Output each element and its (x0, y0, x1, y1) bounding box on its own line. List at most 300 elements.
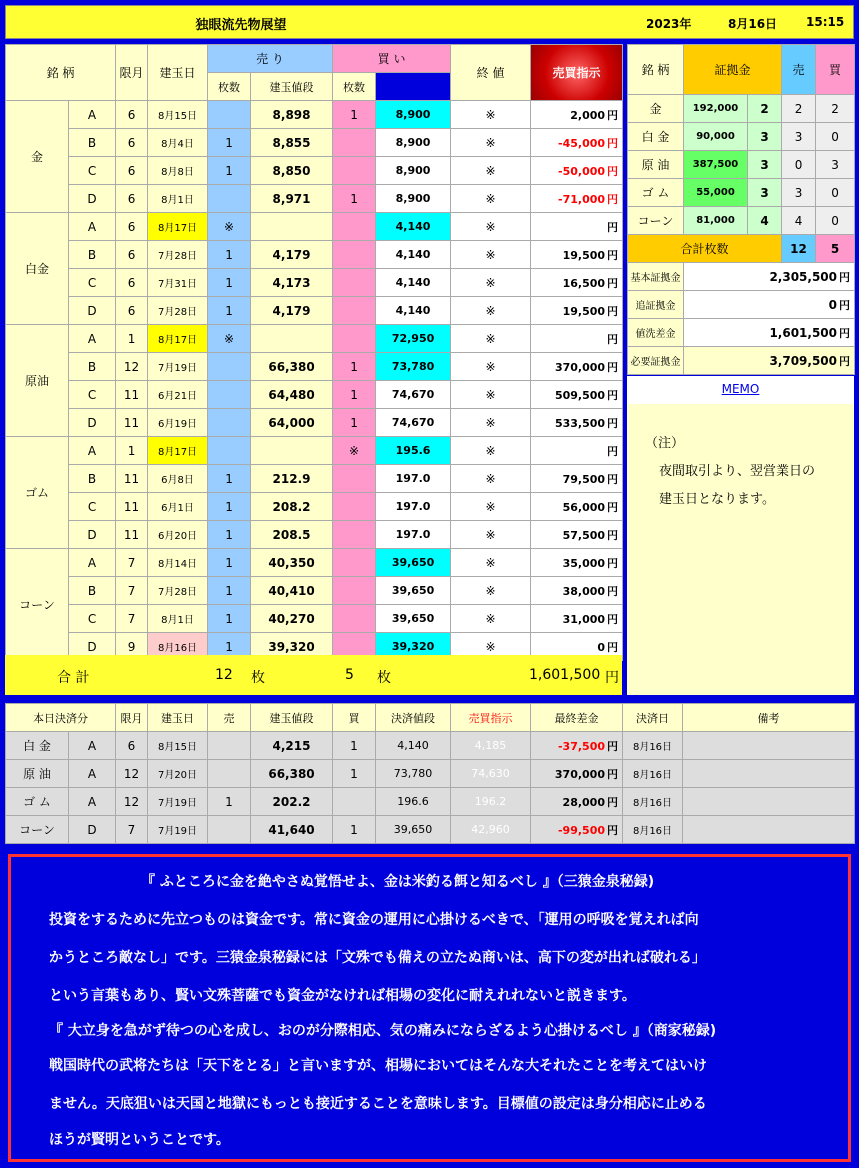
buy-qty: 1 (333, 409, 376, 437)
position-row (6, 185, 623, 213)
open-date: 7月28日 (148, 297, 208, 325)
pnl-cell (531, 605, 623, 633)
contract-month: 11 (116, 409, 148, 437)
position-label: B (69, 577, 116, 605)
settle-open-price: 202.2 (251, 788, 333, 816)
yen-unit: 円 (607, 108, 619, 122)
margin-amount: 387,500 (684, 151, 748, 179)
open-price: 8,850 (251, 157, 333, 185)
settle-open-date: 7月19日 (148, 816, 208, 844)
pnl-value: 38,000 (562, 584, 606, 598)
margin-summary-row (628, 319, 855, 347)
total-label: 合 計 (57, 670, 90, 686)
commentary-line: 戦国時代の武将たちは「天下をとる」と言いますが、相場においてはそんな大それたことを考えてはいけ (49, 1058, 707, 1074)
settle-commodity: 原 油 (6, 760, 69, 788)
settle-open-date: 7月20日 (148, 760, 208, 788)
open-date: 7月31日 (148, 269, 208, 297)
margin-sell: 4 (782, 207, 816, 235)
open-price: 64,480 (251, 381, 333, 409)
yen-unit: 円 (607, 388, 619, 402)
trade-signal: ※ (451, 241, 531, 269)
position-label: C (69, 493, 116, 521)
trade-signal: ※ (451, 493, 531, 521)
commentary-line: という言葉もあり、賢い文殊菩薩でも資金がなければ相場の変化に耐えれれないと説きます。 (49, 988, 636, 1004)
yen-unit: 円 (839, 354, 851, 368)
settle-commodity: 白 金 (6, 732, 69, 760)
yen-unit: 円 (607, 304, 619, 318)
settle-date: 8月16日 (623, 788, 683, 816)
pnl-value: 0 (597, 640, 606, 654)
close-price: 73,780 (376, 353, 451, 381)
close-price: 39,650 (376, 549, 451, 577)
margin-row (628, 179, 855, 207)
open-price: 40,350 (251, 549, 333, 577)
trade-signal: ※ (451, 633, 531, 661)
open-date: 6月21日 (148, 381, 208, 409)
position-label: C (69, 605, 116, 633)
yen-unit: 円 (839, 270, 851, 284)
yen-unit: 円 (607, 528, 619, 542)
settle-label: A (69, 788, 116, 816)
margin-count: 3 (748, 151, 782, 179)
margin-commodity: コーン (628, 207, 684, 235)
settle-buy: 1 (333, 760, 376, 788)
col-header-baibai: 売買指示 (531, 45, 623, 101)
yen-unit: 円 (607, 795, 618, 809)
open-date: 8月15日 (148, 101, 208, 129)
position-label: A (69, 437, 116, 465)
commentary-quote-2: 『 大立身を急がず待つの心を成し、おのが分際相応、気の痛みにならざるよう心掛けるべし 』（商家秘録) (49, 1023, 717, 1039)
buy-qty: 1 (333, 353, 376, 381)
position-row (6, 409, 623, 437)
sell-qty (208, 381, 251, 409)
commentary-line: かうところ敵なし」です。三猿金泉秘録には「文殊でも備えの立たぬ商いは、高下の変が出れば破れる」 (49, 950, 706, 966)
contract-month: 6 (116, 157, 148, 185)
yen-unit: 円 (839, 298, 851, 312)
margin-sell: 3 (782, 179, 816, 207)
settle-signal: 196.2 (451, 788, 531, 816)
trade-signal: ※ (451, 297, 531, 325)
memo-line: 夜間取引より、翌営業日の (659, 464, 816, 479)
close-price: 8,900 (376, 101, 451, 129)
margin-summary-value (684, 291, 855, 319)
open-price: 8,898 (251, 101, 333, 129)
settle-date: 8月16日 (623, 760, 683, 788)
col-header-kai: 買 い (333, 45, 451, 73)
position-row (6, 493, 623, 521)
settle-note (683, 816, 855, 844)
yen-unit: 円 (607, 220, 619, 234)
position-label: D (69, 297, 116, 325)
margin-summary-value (684, 319, 855, 347)
position-row (6, 549, 623, 577)
margin-header-kai: 買 (816, 45, 855, 95)
open-price: 4,173 (251, 269, 333, 297)
buy-qty (333, 325, 376, 353)
sell-qty: ※ (208, 325, 251, 353)
col-header-tategyokubi: 建玉日 (148, 45, 208, 101)
margin-row (628, 123, 855, 151)
position-row (6, 437, 623, 465)
yen-unit: 円 (607, 739, 618, 753)
position-row (6, 353, 623, 381)
settle-note (683, 788, 855, 816)
close-price: 4,140 (376, 241, 451, 269)
buy-qty (333, 605, 376, 633)
total-buy-unit: 枚 (377, 670, 391, 686)
yen-unit: 円 (607, 444, 619, 458)
pnl-value: 533,500 (554, 416, 606, 430)
summary-value: 2,305,500 (769, 269, 838, 284)
pnl-value: 31,000 (562, 612, 606, 626)
margin-sell: 2 (782, 95, 816, 123)
pnl-cell (531, 577, 623, 605)
yen-unit: 円 (607, 332, 619, 346)
position-label: D (69, 633, 116, 661)
position-label: D (69, 185, 116, 213)
sell-qty: 1 (208, 633, 251, 661)
summary-value: 3,709,500 (769, 353, 838, 368)
open-date: 6月1日 (148, 493, 208, 521)
col-header-maisu-uri: 枚数 (208, 73, 251, 101)
open-date: 8月8日 (148, 157, 208, 185)
trade-signal: ※ (451, 157, 531, 185)
margin-buy: 0 (816, 207, 855, 235)
pnl-cell (531, 129, 623, 157)
yen-unit: 円 (839, 326, 851, 340)
sell-qty: 1 (208, 493, 251, 521)
position-row (6, 297, 623, 325)
yen-unit: 円 (607, 556, 619, 570)
position-row (6, 241, 623, 269)
memo-box (627, 404, 854, 695)
open-date: 8月4日 (148, 129, 208, 157)
margin-total-label: 合計枚数 (628, 235, 782, 263)
position-row (6, 213, 623, 241)
open-date: 7月28日 (148, 241, 208, 269)
yen-unit: 円 (607, 500, 619, 514)
settle-header-4: 建玉値段 (251, 704, 333, 732)
position-row (6, 577, 623, 605)
margin-summary-label: 値洗差金 (628, 319, 684, 347)
total-yen: 円 (605, 670, 619, 686)
summary-value: 1,601,500 (769, 325, 838, 340)
open-date: 6月20日 (148, 521, 208, 549)
close-price: 39,650 (376, 577, 451, 605)
summary-value: 0 (828, 297, 838, 312)
pnl-cell (531, 409, 623, 437)
position-row (6, 325, 623, 353)
open-price: 208.2 (251, 493, 333, 521)
yen-unit: 円 (607, 823, 618, 837)
pnl-value: -50,000 (558, 164, 606, 178)
close-price: 4,140 (376, 297, 451, 325)
open-price (251, 437, 333, 465)
header-time: 15:15 (806, 15, 845, 29)
contract-month: 6 (116, 101, 148, 129)
open-date: 8月17日 (148, 213, 208, 241)
memo-line: （注） (645, 436, 685, 451)
col-header-owarine: 終 値 (451, 45, 531, 101)
margin-header-uri: 売 (782, 45, 816, 95)
open-price: 4,179 (251, 297, 333, 325)
pnl-cell (531, 521, 623, 549)
open-date: 8月1日 (148, 185, 208, 213)
open-price: 8,855 (251, 129, 333, 157)
trade-signal: ※ (451, 213, 531, 241)
col-header-meigara: 銘 柄 (6, 45, 116, 101)
settle-date: 8月16日 (623, 732, 683, 760)
contract-month: 6 (116, 129, 148, 157)
pnl-cell (531, 101, 623, 129)
settle-header-5: 買 (333, 704, 376, 732)
margin-total-row (628, 235, 855, 263)
contract-month: 11 (116, 521, 148, 549)
close-price: 8,900 (376, 185, 451, 213)
open-date: 6月19日 (148, 409, 208, 437)
pnl-cell (531, 549, 623, 577)
settle-pnl-value: -37,500 (557, 739, 605, 753)
settlement-row (6, 732, 855, 760)
settle-header-8: 最終差金 (531, 704, 623, 732)
sell-qty: 1 (208, 269, 251, 297)
margin-summary-label: 追証拠金 (628, 291, 684, 319)
position-row (6, 521, 623, 549)
contract-month: 6 (116, 241, 148, 269)
header-date: 8月16日 (728, 17, 778, 31)
pnl-value: 19,500 (562, 248, 606, 262)
buy-qty (333, 493, 376, 521)
commentary-box (8, 854, 851, 1162)
yen-unit: 円 (607, 360, 619, 374)
settle-note (683, 760, 855, 788)
sell-qty: 1 (208, 605, 251, 633)
positions-table (5, 44, 623, 661)
col-header-gengetsu: 限月 (116, 45, 148, 101)
margin-summary-value (684, 263, 855, 291)
margin-buy: 0 (816, 179, 855, 207)
settle-month: 12 (116, 760, 148, 788)
open-price: 66,380 (251, 353, 333, 381)
settle-header-6: 決済値段 (376, 704, 451, 732)
settle-date: 8月16日 (623, 816, 683, 844)
memo-bar (627, 376, 854, 404)
pnl-cell (531, 437, 623, 465)
position-label: D (69, 409, 116, 437)
total-buy: 5 (345, 667, 354, 683)
trade-signal: ※ (451, 129, 531, 157)
buy-qty (333, 297, 376, 325)
settle-pnl (531, 788, 623, 816)
pnl-value: 35,000 (562, 556, 606, 570)
settle-pnl-value: -99,500 (557, 823, 605, 837)
settle-commodity: ゴ ム (6, 788, 69, 816)
settle-open-price: 4,215 (251, 732, 333, 760)
position-label: B (69, 465, 116, 493)
margin-sell: 3 (782, 123, 816, 151)
total-sell: 12 (215, 667, 233, 683)
sell-qty (208, 353, 251, 381)
settle-label: A (69, 732, 116, 760)
settle-header-2: 建玉日 (148, 704, 208, 732)
settle-buy: 1 (333, 732, 376, 760)
margin-total-buy: 5 (816, 235, 855, 263)
settlement-row (6, 760, 855, 788)
close-price: 39,320 (376, 633, 451, 661)
margin-buy: 0 (816, 123, 855, 151)
yen-unit: 円 (607, 640, 619, 654)
commentary-line: 投資をするために先立つものは資金です。常に資金の運用に心掛けるべきで、「運用の呼吸を覚えれば向 (49, 912, 699, 928)
contract-month: 6 (116, 213, 148, 241)
close-price: 197.0 (376, 465, 451, 493)
position-label: B (69, 129, 116, 157)
close-price: 4,140 (376, 269, 451, 297)
pnl-cell (531, 157, 623, 185)
buy-qty: ※ (333, 437, 376, 465)
open-price (251, 325, 333, 353)
contract-month: 7 (116, 577, 148, 605)
yen-unit: 円 (607, 248, 619, 262)
open-date: 8月16日 (148, 633, 208, 661)
position-row (6, 129, 623, 157)
margin-count: 2 (748, 95, 782, 123)
contract-month: 7 (116, 549, 148, 577)
pnl-cell (531, 493, 623, 521)
position-label: A (69, 213, 116, 241)
margin-header-shokokin: 証拠金 (684, 45, 782, 95)
settle-header-0: 本日決済分 (6, 704, 116, 732)
settle-pnl (531, 816, 623, 844)
position-label: D (69, 521, 116, 549)
buy-qty: 1 (333, 185, 376, 213)
settle-buy (333, 788, 376, 816)
pnl-value: 2,000 (570, 108, 606, 122)
pnl-value: -71,000 (558, 192, 606, 206)
total-amount: 1,601,500 (529, 667, 601, 683)
pnl-cell (531, 269, 623, 297)
open-price: 39,320 (251, 633, 333, 661)
settle-header-1: 限月 (116, 704, 148, 732)
col-header-uri: 売 り (208, 45, 333, 73)
settle-month: 12 (116, 788, 148, 816)
position-label: C (69, 269, 116, 297)
margin-summary-value (684, 347, 855, 375)
commentary-line: ほうが賢明ということです。 (49, 1132, 230, 1148)
settle-note (683, 732, 855, 760)
settle-sell (208, 732, 251, 760)
position-label: C (69, 157, 116, 185)
yen-unit: 円 (607, 276, 619, 290)
header-year: 2023年 (646, 17, 692, 31)
margin-sell: 0 (782, 151, 816, 179)
buy-qty (333, 549, 376, 577)
buy-qty (333, 213, 376, 241)
margin-buy: 3 (816, 151, 855, 179)
position-row (6, 605, 623, 633)
yen-unit: 円 (607, 584, 619, 598)
settle-price: 196.6 (376, 788, 451, 816)
position-row (6, 101, 623, 129)
position-label: B (69, 353, 116, 381)
pnl-value: 57,500 (562, 528, 606, 542)
close-price: 4,140 (376, 213, 451, 241)
open-date: 8月17日 (148, 325, 208, 353)
commodity-name: コーン (6, 549, 69, 661)
yen-unit: 円 (607, 192, 619, 206)
pnl-value: 16,500 (562, 276, 606, 290)
settle-commodity: コーン (6, 816, 69, 844)
settle-open-date: 8月15日 (148, 732, 208, 760)
contract-month: 11 (116, 493, 148, 521)
pnl-cell (531, 213, 623, 241)
settle-header-3: 売 (208, 704, 251, 732)
commodity-name: 白金 (6, 213, 69, 325)
settle-label: D (69, 816, 116, 844)
settle-open-date: 7月19日 (148, 788, 208, 816)
trade-signal: ※ (451, 521, 531, 549)
settle-sell: 1 (208, 788, 251, 816)
sell-qty (208, 437, 251, 465)
buy-qty (333, 577, 376, 605)
contract-month: 11 (116, 465, 148, 493)
settle-pnl (531, 760, 623, 788)
buy-qty (333, 465, 376, 493)
sell-qty (208, 101, 251, 129)
trade-signal: ※ (451, 409, 531, 437)
settle-sell (208, 760, 251, 788)
pnl-value: 509,500 (554, 388, 606, 402)
margin-count: 3 (748, 123, 782, 151)
pnl-value: 19,500 (562, 304, 606, 318)
page-title: 独眼流先物展望 (195, 18, 287, 33)
pnl-cell (531, 465, 623, 493)
margin-row (628, 95, 855, 123)
pnl-cell (531, 297, 623, 325)
pnl-value: 79,500 (562, 472, 606, 486)
margin-summary-row (628, 347, 855, 375)
contract-month: 9 (116, 633, 148, 661)
close-price: 197.0 (376, 521, 451, 549)
position-label: A (69, 101, 116, 129)
pnl-cell (531, 353, 623, 381)
close-price: 74,670 (376, 381, 451, 409)
margin-amount: 90,000 (684, 123, 748, 151)
sell-qty: 1 (208, 521, 251, 549)
memo-link[interactable]: MEMO (721, 382, 760, 396)
trade-signal: ※ (451, 325, 531, 353)
col-header-maisu-kai: 枚数 (333, 73, 376, 101)
margin-amount: 192,000 (684, 95, 748, 123)
buy-qty (333, 241, 376, 269)
buy-qty (333, 157, 376, 185)
position-row (6, 381, 623, 409)
trade-signal: ※ (451, 437, 531, 465)
yen-unit: 円 (607, 612, 619, 626)
trade-signal: ※ (451, 465, 531, 493)
sell-qty: 1 (208, 129, 251, 157)
margin-summary-row (628, 263, 855, 291)
settle-header-7: 売買指示 (451, 704, 531, 732)
open-price: 4,179 (251, 241, 333, 269)
contract-month: 1 (116, 325, 148, 353)
open-date: 8月14日 (148, 549, 208, 577)
pnl-value: 56,000 (562, 500, 606, 514)
memo-line: 建玉日となります。 (659, 492, 775, 507)
settle-month: 6 (116, 732, 148, 760)
margin-commodity: ゴ ム (628, 179, 684, 207)
sell-qty: 1 (208, 157, 251, 185)
open-date: 8月17日 (148, 437, 208, 465)
